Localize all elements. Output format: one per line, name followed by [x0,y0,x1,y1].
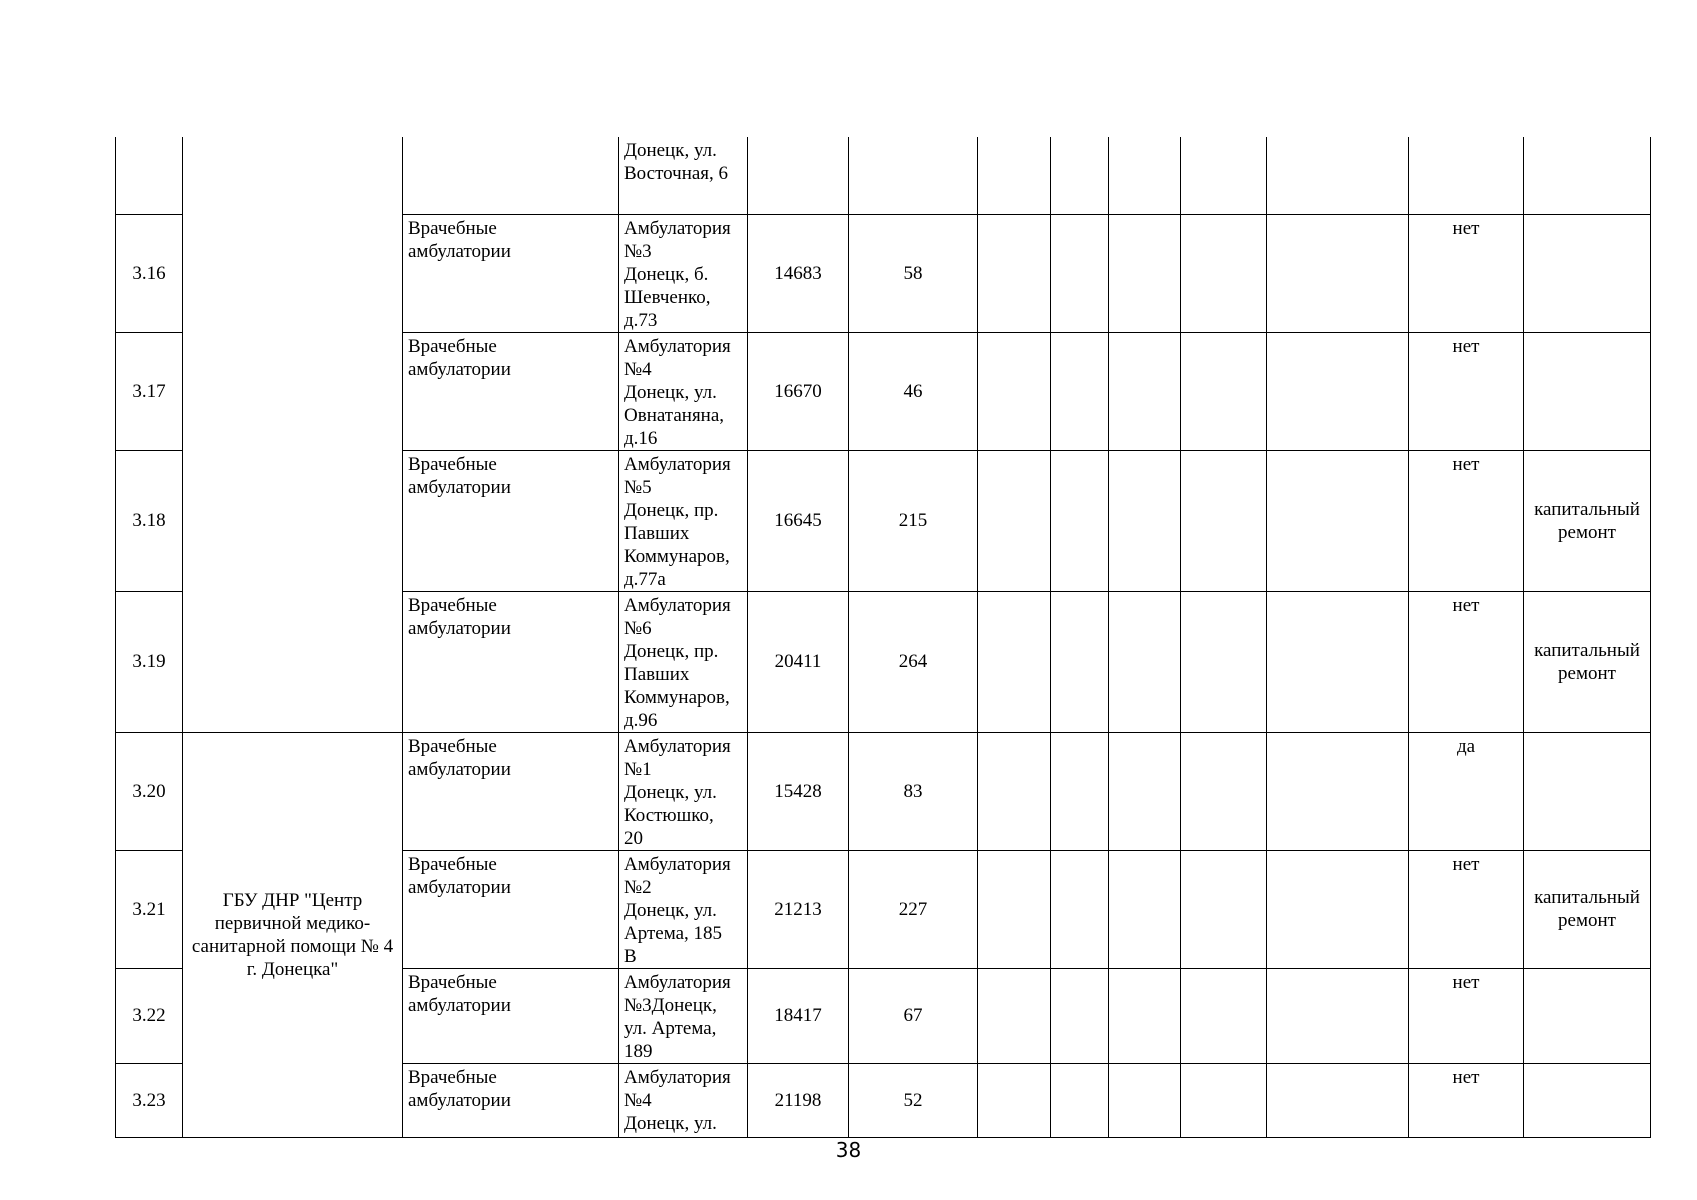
flag-cell: нет [1409,850,1524,968]
page-number: 38 [835,1138,862,1162]
facility-type-cell [403,450,619,591]
facility-type-text: Врачебные амбулатории [408,1066,511,1111]
population-cell: 14683 [748,214,849,332]
empty-cell [1051,450,1109,591]
flag-cell: да [1409,732,1524,850]
address-cell: Амбулатория №6 Донецк, пр. Павших Коммунаров, д.96 [619,591,748,732]
empty-cell [978,1063,1051,1137]
address-cell: Амбулатория №2 Донецк, ул. Артема, 185 В [619,850,748,968]
empty-cell [978,591,1051,732]
facility-type-text: Врачебные амбулатории [408,971,511,1016]
address-cell: Амбулатория №5 Донецк, пр. Павших Коммунаров, д.77а [619,450,748,591]
facility-type-text: Врачебные амбулатории [408,453,511,498]
empty-cell [1267,137,1409,214]
facility-type-text: Врачебные амбулатории [408,853,511,898]
address-cell: Амбулатория №4 Донецк, ул. [619,1063,748,1137]
facility-type-text: Врачебные амбулатории [408,335,511,380]
address-cell: Амбулатория №4 Донецк, ул. Овнатаняна, д.16 [619,332,748,450]
empty-cell [1181,850,1267,968]
empty-cell [1181,591,1267,732]
facility-type-text: Врачебные амбулатории [408,735,511,780]
facility-type-cell [403,850,619,968]
empty-cell [1051,968,1109,1063]
empty-cell [1109,332,1181,450]
note-cell [1524,332,1651,450]
empty-cell [1267,214,1409,332]
empty-cell [978,137,1051,214]
row-number-cell: 3.18 [116,450,183,591]
facilities-table [115,137,1651,1138]
count-cell [849,137,978,214]
organization-cell [183,137,403,732]
empty-cell [1051,732,1109,850]
flag-cell: нет [1409,591,1524,732]
empty-cell [978,968,1051,1063]
note-cell: капитальный ремонт [1524,850,1651,968]
empty-cell [1267,1063,1409,1137]
empty-cell [1109,450,1181,591]
empty-cell [1181,137,1267,214]
empty-cell [1051,850,1109,968]
empty-cell [978,850,1051,968]
population-cell: 16670 [748,332,849,450]
flag-cell: нет [1409,450,1524,591]
count-cell: 58 [849,214,978,332]
facility-type-cell [403,591,619,732]
empty-cell [1267,591,1409,732]
row-number-cell: 3.16 [116,214,183,332]
row-number-cell: 3.17 [116,332,183,450]
empty-cell [1267,850,1409,968]
empty-cell [1267,450,1409,591]
address-cell: Донецк, ул. Восточная, 6 [619,137,748,214]
table-row [116,137,1651,214]
empty-cell [1181,450,1267,591]
empty-cell [978,732,1051,850]
flag-cell: нет [1409,214,1524,332]
empty-cell [1051,591,1109,732]
facility-type-text: Врачебные амбулатории [408,217,511,262]
note-cell: капитальный ремонт [1524,450,1651,591]
empty-cell [1051,1063,1109,1137]
empty-cell [1109,591,1181,732]
empty-cell [1109,1063,1181,1137]
population-cell: 15428 [748,732,849,850]
facility-type-cell [403,332,619,450]
population-cell: 16645 [748,450,849,591]
count-cell: 215 [849,450,978,591]
count-cell: 67 [849,968,978,1063]
empty-cell [1109,968,1181,1063]
population-cell: 18417 [748,968,849,1063]
empty-cell [978,332,1051,450]
facility-type-cell [403,137,619,214]
empty-cell [1109,732,1181,850]
facility-type-cell [403,1063,619,1137]
population-cell: 20411 [748,591,849,732]
flag-cell: нет [1409,332,1524,450]
count-cell: 264 [849,591,978,732]
note-cell: капитальный ремонт [1524,591,1651,732]
empty-cell [1181,214,1267,332]
count-cell: 52 [849,1063,978,1137]
address-cell: Амбулатория №3Донецк, ул. Артема, 189 [619,968,748,1063]
empty-cell [1051,214,1109,332]
note-cell [1524,968,1651,1063]
facility-type-cell [403,732,619,850]
note-cell [1524,1063,1651,1137]
row-number-cell: 3.19 [116,591,183,732]
row-number-cell [116,137,183,214]
row-number-cell: 3.23 [116,1063,183,1137]
empty-cell [1181,732,1267,850]
organization-cell: ГБУ ДНР "Центр первичной медико-санитарной помощи № 4 г. Донецка" [183,732,403,1137]
note-cell [1524,732,1651,850]
count-cell: 46 [849,332,978,450]
row-number-cell: 3.22 [116,968,183,1063]
row-number-cell: 3.21 [116,850,183,968]
count-cell: 83 [849,732,978,850]
count-cell: 227 [849,850,978,968]
facility-type-cell [403,214,619,332]
empty-cell [1109,214,1181,332]
empty-cell [1109,137,1181,214]
facility-type-cell [403,968,619,1063]
population-cell: 21198 [748,1063,849,1137]
empty-cell [1267,332,1409,450]
empty-cell [1181,1063,1267,1137]
empty-cell [1051,137,1109,214]
row-number-cell: 3.20 [116,732,183,850]
flag-cell [1409,137,1524,214]
flag-cell: нет [1409,968,1524,1063]
empty-cell [978,214,1051,332]
table-row [116,732,1651,850]
address-cell: Амбулатория №1 Донецк, ул. Костюшко, 20 [619,732,748,850]
empty-cell [1267,968,1409,1063]
population-cell [748,137,849,214]
facility-type-text: Врачебные амбулатории [408,594,511,639]
note-cell [1524,137,1651,214]
flag-cell: нет [1409,1063,1524,1137]
empty-cell [1181,332,1267,450]
address-cell: Амбулатория №3 Донецк, б. Шевченко, д.73 [619,214,748,332]
empty-cell [1051,332,1109,450]
population-cell: 21213 [748,850,849,968]
empty-cell [1109,850,1181,968]
note-cell [1524,214,1651,332]
empty-cell [978,450,1051,591]
empty-cell [1267,732,1409,850]
empty-cell [1181,968,1267,1063]
